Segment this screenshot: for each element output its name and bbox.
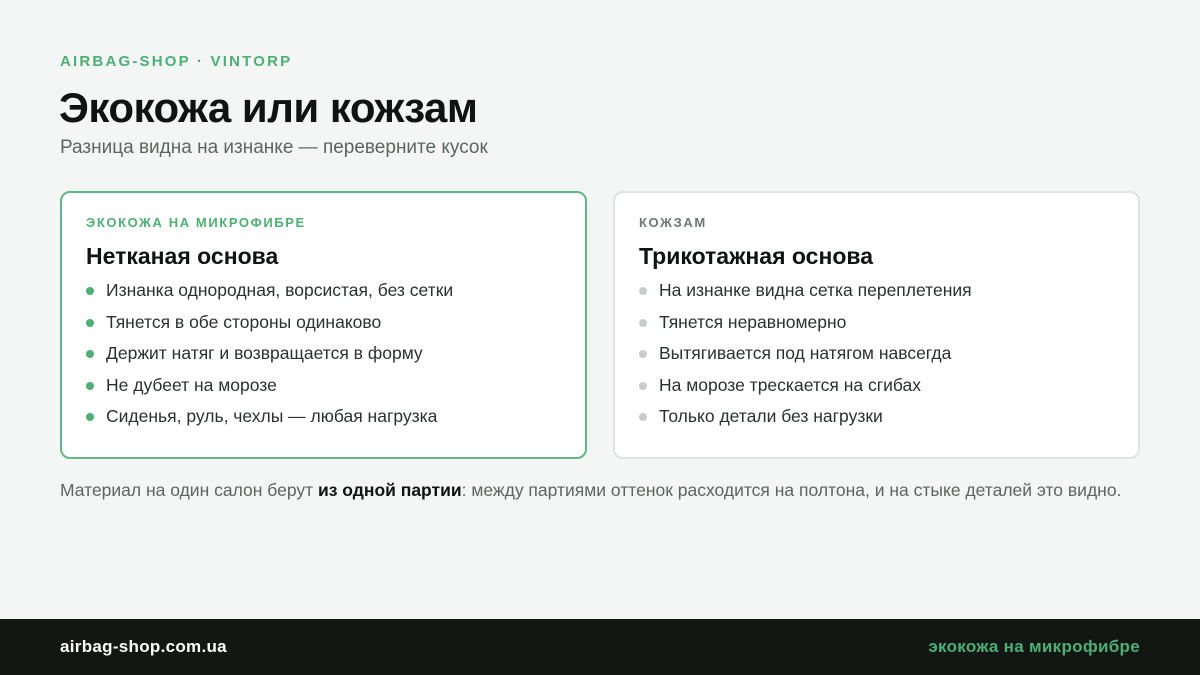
list-item-text: Изнанка однородная, ворсистая, без сетки xyxy=(106,280,454,300)
list-item xyxy=(86,373,453,405)
bullet-dot-icon xyxy=(86,287,94,295)
bullet-dot-icon xyxy=(86,413,94,421)
card-leatherette xyxy=(613,191,1140,459)
page-title: Экокожа или кожзам xyxy=(59,84,478,131)
bullet-dot-icon xyxy=(86,382,94,390)
card-tag: ЭКОКОЖА НА МИКРОФИБРЕ xyxy=(86,215,306,230)
batch-note xyxy=(60,480,1140,501)
list-item xyxy=(639,341,972,373)
list-item xyxy=(86,278,453,310)
bullet-dot-icon xyxy=(86,350,94,358)
list-item-text: Тянется неравномерно xyxy=(659,311,847,332)
note-emphasis: из одной партии xyxy=(317,480,462,500)
card-tag: КОЖЗАМ xyxy=(639,215,707,230)
list-item-text: На изнанке видна сетка переплетения xyxy=(659,280,972,300)
list-item xyxy=(639,310,972,342)
list-item-text: Вытягивается под натягом навсегда xyxy=(659,343,952,363)
list-item-text: Сиденья, руль, чехлы — любая нагрузка xyxy=(106,406,438,426)
list-item-text: На морозе трескается на сгибах xyxy=(659,374,922,395)
list-item xyxy=(86,404,453,436)
bullet-dot-icon xyxy=(639,382,647,390)
list-item xyxy=(639,373,972,405)
bullet-dot-icon xyxy=(639,287,647,295)
list-item xyxy=(639,404,972,436)
card-heading: Трикотажная основа xyxy=(639,243,874,269)
footer-bar xyxy=(0,619,1200,675)
note-text-start: Материал на один салон берут xyxy=(60,480,318,500)
note-text-end: : между партиями оттенок расходится на полтона, и на стыке деталей это видно. xyxy=(461,480,1122,500)
list-item xyxy=(639,278,972,310)
footer-tagline: экокожа на микрофибре xyxy=(928,637,1140,656)
list-item-text: Только детали без нагрузки xyxy=(659,406,883,426)
card-ecoleather xyxy=(60,191,587,459)
list-item xyxy=(86,310,453,342)
bullet-dot-icon xyxy=(86,319,94,327)
brand-eyebrow: AIRBAG-SHOP · VINTORP xyxy=(60,53,293,70)
list-item-text: Держит натяг и возвращается в форму xyxy=(106,343,423,363)
card-heading: Нетканая основа xyxy=(86,243,279,269)
bullet-dot-icon xyxy=(639,319,647,327)
page-subtitle: Разница видна на изнанке — переверните кусок xyxy=(60,137,488,158)
list-item xyxy=(86,341,453,373)
bullet-dot-icon xyxy=(639,413,647,421)
list-item-text: Тянется в обе стороны одинаково xyxy=(106,311,382,332)
footer-site-link[interactable]: airbag-shop.com.ua xyxy=(60,637,227,656)
bullet-dot-icon xyxy=(639,350,647,358)
feature-list xyxy=(86,278,453,436)
list-item-text: Не дубеет на морозе xyxy=(106,374,277,395)
feature-list xyxy=(639,278,972,436)
